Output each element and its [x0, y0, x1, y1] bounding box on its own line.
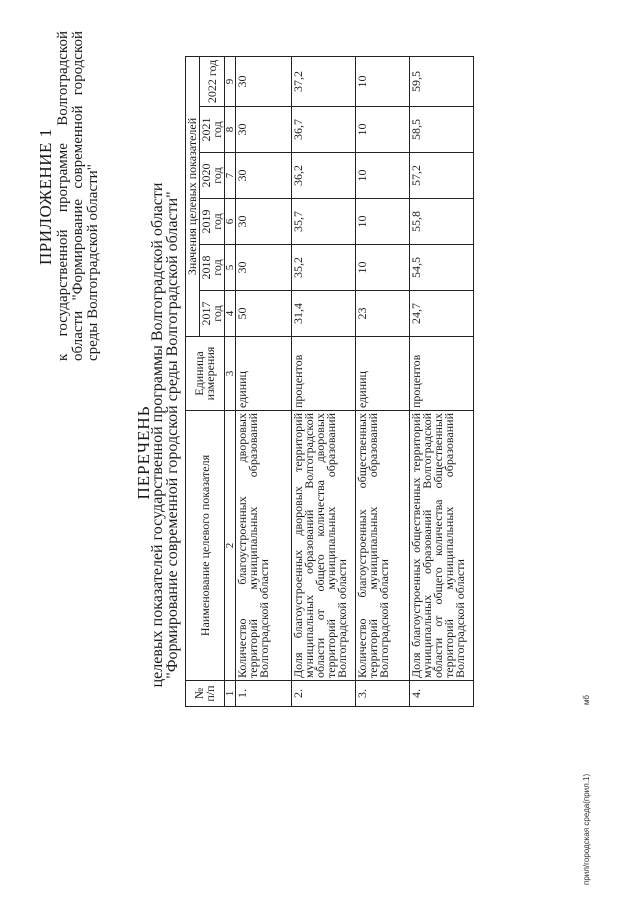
list-title: ПЕРЕЧЕНЬ [134, 405, 153, 500]
header-num: № п/п [186, 681, 225, 707]
value-cell: 50 [236, 291, 292, 337]
value-cell: 37,2 [292, 56, 356, 106]
column-number: 6 [225, 199, 236, 245]
column-number: 5 [225, 245, 236, 291]
value-cell: 35,2 [292, 245, 356, 291]
indicator-name: Доля благоустроенных дворовых территорий муниципальных образований Волгоградской области от общего количества дворовых территорий муниципальных образований Волгоградской области [292, 411, 356, 681]
value-cell: 10 [356, 245, 410, 291]
list-subtitle: целевых показателей государственной программы Волгоградской области "Формирование современной городской среды Волгоградской области" [149, 182, 181, 688]
indicator-unit: процентов [292, 337, 356, 411]
indicator-name: Количество благоустроенных дворовых территорий муниципальных образований Волгоградской области [236, 411, 292, 681]
indicator-name: Доля благоустроенных общественных территорий муниципальных образований Волгоградской области от общего количества общественных территорий муниципальных образований Волгоградской области [410, 411, 474, 681]
value-cell: 54,5 [410, 245, 474, 291]
value-cell: 30 [236, 199, 292, 245]
header-year: 2022 год [200, 56, 225, 106]
header-year: 2020 год [200, 153, 225, 199]
value-cell: 58,5 [410, 107, 474, 153]
value-cell: 24,7 [410, 291, 474, 337]
header-year: 2018 год [200, 245, 225, 291]
table-row [236, 56, 292, 706]
column-number: 8 [225, 107, 236, 153]
appendix-title: ПРИЛОЖЕНИЕ 1 [36, 128, 55, 265]
indicator-unit: единиц [356, 337, 410, 411]
column-number: 1 [225, 681, 236, 707]
indicator-unit: единиц [236, 337, 292, 411]
value-cell: 30 [236, 245, 292, 291]
header-values-group: Значения целевых показателей [186, 56, 200, 336]
value-cell: 10 [356, 56, 410, 106]
header-year: 2019 год [200, 199, 225, 245]
indicator-name: Количество благоустроенных общественных территорий муниципальных образований Волгоградской области [356, 411, 410, 681]
header-unit: Единица измерения [186, 337, 225, 411]
header-name: Наименование целевого показателя [186, 411, 225, 681]
appendix-reference: к государственной программе Волгоградской области "Формирование современной городской среды Волгоградской области" [55, 31, 101, 361]
header-year: 2021 год [200, 107, 225, 153]
table-row [410, 56, 474, 706]
value-cell: 10 [356, 199, 410, 245]
value-cell: 30 [236, 153, 292, 199]
value-cell: 31,4 [292, 291, 356, 337]
value-cell: 10 [356, 107, 410, 153]
value-cell: 57,2 [410, 153, 474, 199]
footer-tag: мб [582, 695, 591, 705]
row-num: 3. [356, 681, 410, 707]
value-cell: 36,7 [292, 107, 356, 153]
indicators-table [185, 56, 474, 707]
footer-file-path: прил/городская среда(прил.1) [582, 773, 591, 885]
value-cell: 23 [356, 291, 410, 337]
column-number: 4 [225, 291, 236, 337]
value-cell: 36,2 [292, 153, 356, 199]
column-number: 7 [225, 153, 236, 199]
indicator-unit: процентов [410, 337, 474, 411]
value-cell: 10 [356, 153, 410, 199]
row-num: 2. [292, 681, 356, 707]
column-number: 9 [225, 56, 236, 106]
column-number: 3 [225, 337, 236, 411]
row-num: 1. [236, 681, 292, 707]
value-cell: 30 [236, 56, 292, 106]
row-num: 4. [410, 681, 474, 707]
value-cell: 30 [236, 107, 292, 153]
column-number: 2 [225, 411, 236, 681]
header-year: 2017 год [200, 291, 225, 337]
value-cell: 35,7 [292, 199, 356, 245]
table-row [356, 56, 410, 706]
value-cell: 59,5 [410, 56, 474, 106]
value-cell: 55,8 [410, 199, 474, 245]
table-row [292, 56, 356, 706]
